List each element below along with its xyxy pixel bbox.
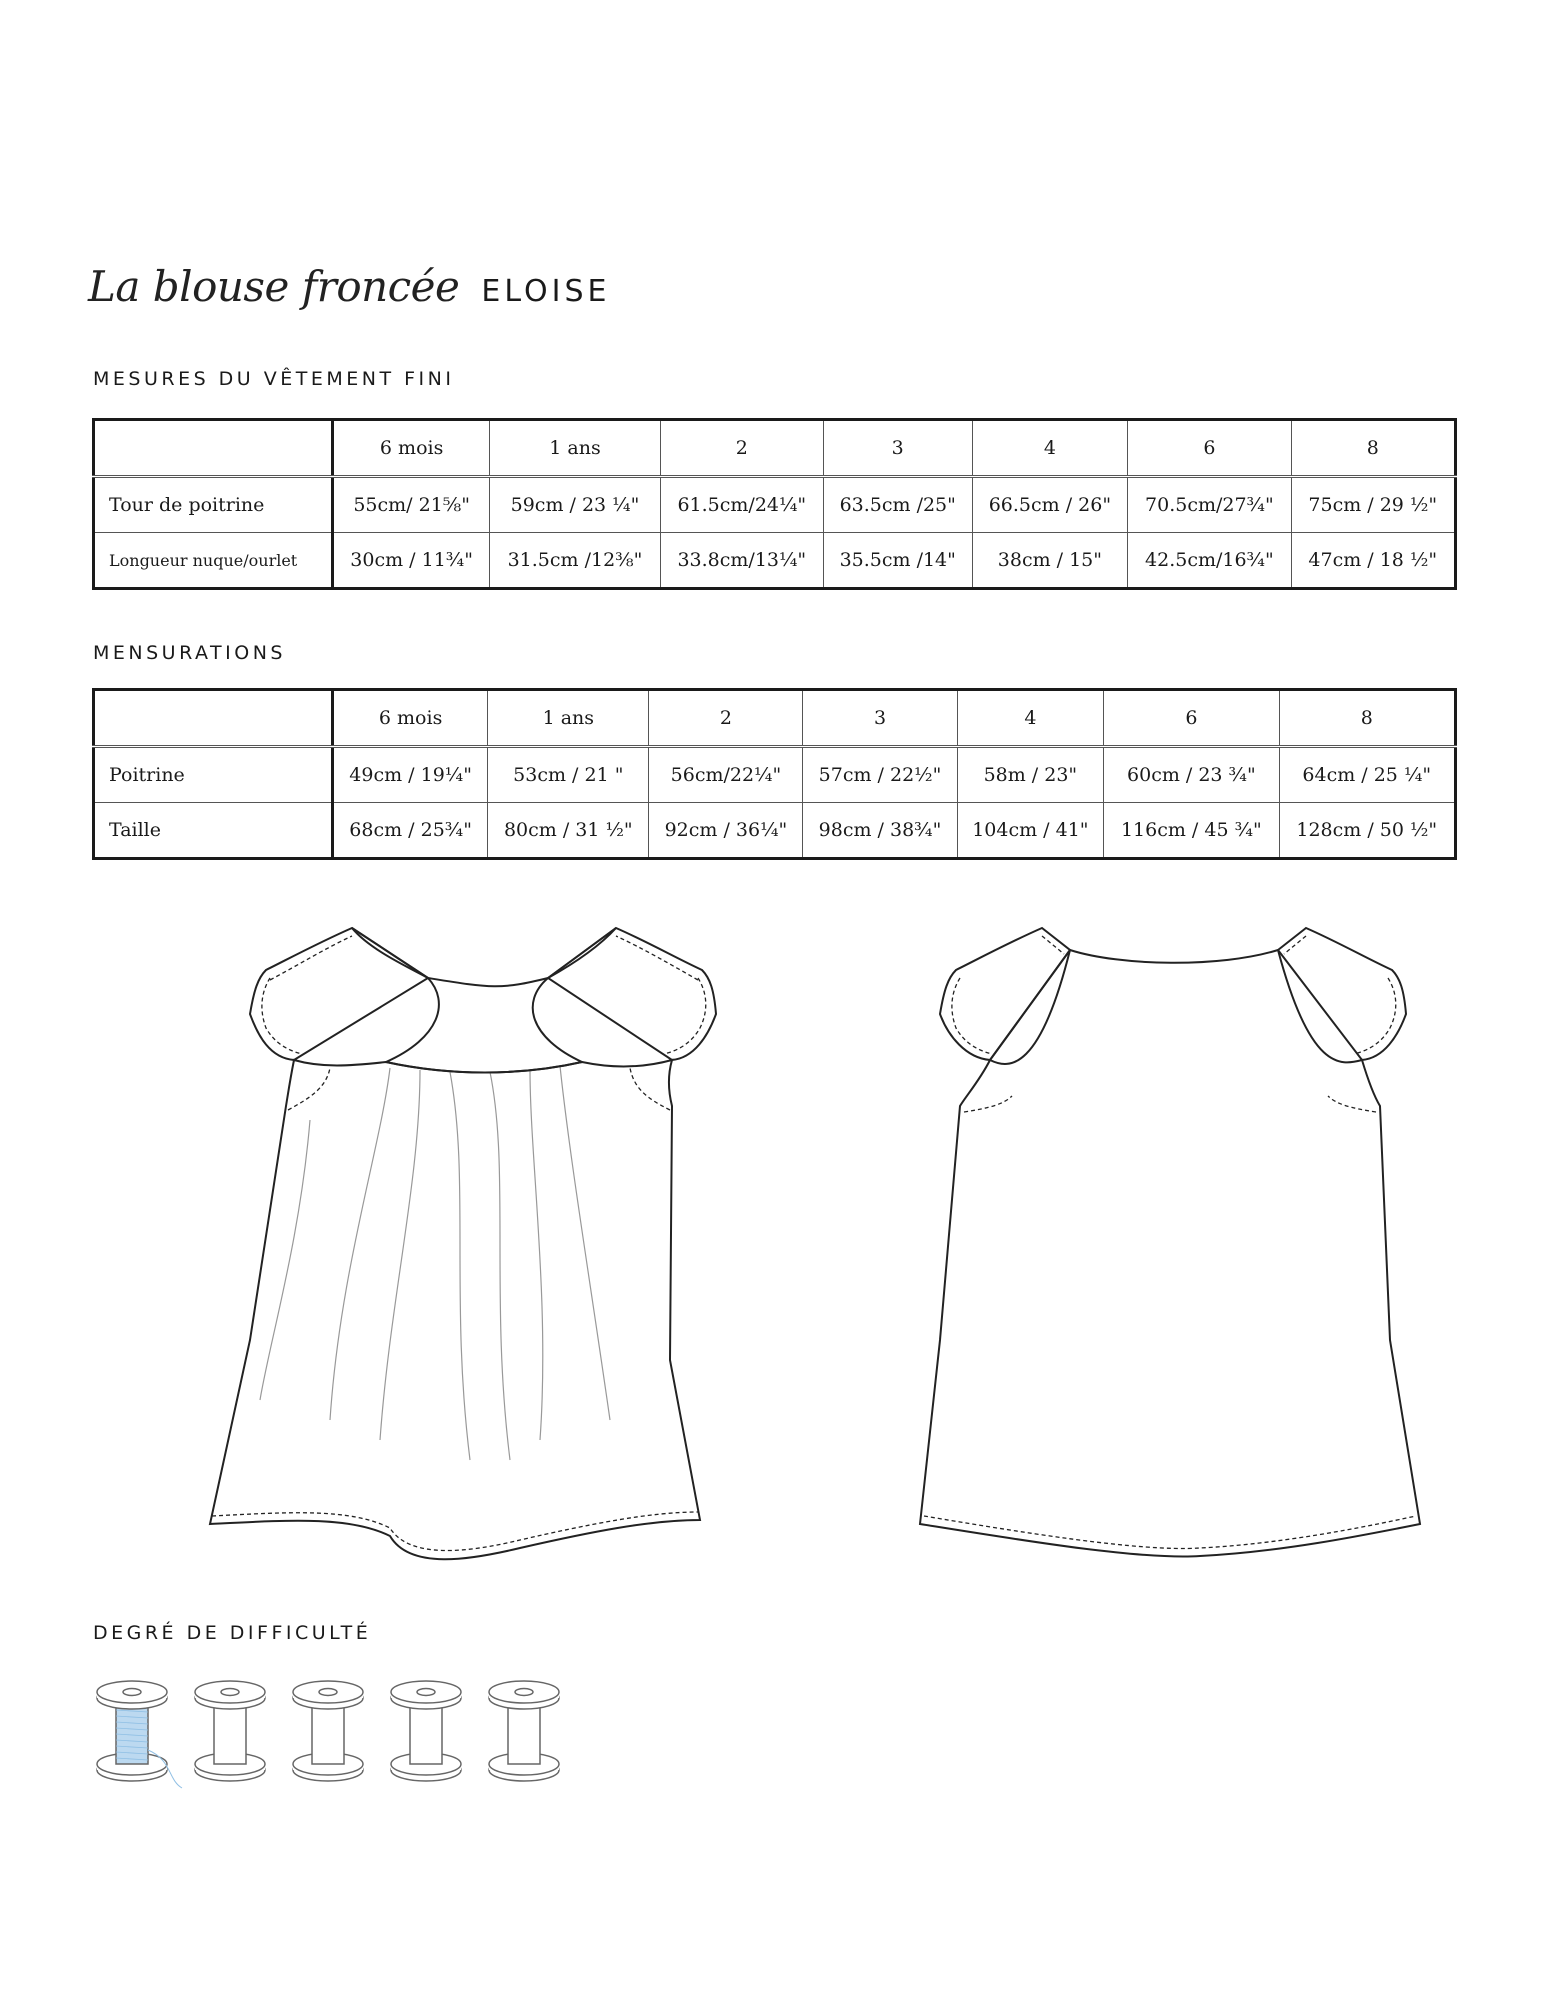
front-right-sleeve <box>548 928 716 1060</box>
back-right-sleeve <box>1278 928 1406 1060</box>
value-cell: 53cm / 21 " <box>488 747 649 803</box>
value-cell: 47cm / 18 ½" <box>1291 533 1456 589</box>
value-cell: 70.5cm/27¾" <box>1128 477 1291 533</box>
front-left-sleeve <box>250 928 428 1060</box>
value-cell: 66.5cm / 26" <box>972 477 1128 533</box>
size-header: 6 mois <box>333 420 490 477</box>
value-cell: 56cm/22¼" <box>649 747 803 803</box>
size-header: 2 <box>660 420 823 477</box>
table-row <box>94 533 1456 589</box>
title-script: La blouse froncée <box>88 262 460 311</box>
size-header: 6 <box>1104 690 1279 747</box>
value-cell: 31.5cm /12⅜" <box>490 533 660 589</box>
spool-icon-empty <box>391 1681 461 1781</box>
header-empty-cell <box>94 690 333 747</box>
title-name: ELOISE <box>481 274 611 309</box>
value-cell: 42.5cm/16¾" <box>1128 533 1291 589</box>
difficulty-rating <box>92 1680 592 1800</box>
size-header: 4 <box>957 690 1104 747</box>
value-cell: 55cm/ 21⅝" <box>333 477 490 533</box>
row-label: Longueur nuque/ourlet <box>94 533 333 589</box>
garment-flats <box>90 920 1470 1600</box>
size-header: 2 <box>649 690 803 747</box>
size-header: 6 <box>1128 420 1291 477</box>
row-label: Poitrine <box>94 747 333 803</box>
table-header-row <box>94 690 1456 747</box>
size-header: 8 <box>1291 420 1456 477</box>
value-cell: 30cm / 11¾" <box>333 533 490 589</box>
gather-lines <box>260 1066 610 1460</box>
spool-icon-filled <box>97 1681 182 1788</box>
value-cell: 68cm / 25¾" <box>333 803 488 859</box>
table-row <box>94 747 1456 803</box>
value-cell: 61.5cm/24¼" <box>660 477 823 533</box>
value-cell: 116cm / 45 ¾" <box>1104 803 1279 859</box>
size-header: 6 mois <box>333 690 488 747</box>
size-header: 1 ans <box>490 420 660 477</box>
value-cell: 60cm / 23 ¾" <box>1104 747 1279 803</box>
value-cell: 59cm / 23 ¼" <box>490 477 660 533</box>
finished-measurements-table <box>92 418 1457 590</box>
pattern-title <box>88 262 610 322</box>
spool-icon-empty <box>195 1681 265 1781</box>
size-header: 4 <box>972 420 1128 477</box>
size-header: 3 <box>823 420 972 477</box>
value-cell: 38cm / 15" <box>972 533 1128 589</box>
back-neckline <box>1070 950 1278 963</box>
value-cell: 35.5cm /14" <box>823 533 972 589</box>
value-cell: 75cm / 29 ½" <box>1291 477 1456 533</box>
table-header-row <box>94 420 1456 477</box>
size-header: 8 <box>1279 690 1456 747</box>
row-label: Tour de poitrine <box>94 477 333 533</box>
body-measurements-table <box>92 688 1457 860</box>
row-label: Taille <box>94 803 333 859</box>
difficulty-heading: DEGRÉ DE DIFFICULTÉ <box>93 1622 372 1644</box>
value-cell: 92cm / 36¼" <box>649 803 803 859</box>
size-header: 1 ans <box>488 690 649 747</box>
value-cell: 33.8cm/13¼" <box>660 533 823 589</box>
value-cell: 58m / 23" <box>957 747 1104 803</box>
front-view-flat <box>210 928 716 1559</box>
size-header: 3 <box>803 690 957 747</box>
front-body <box>210 1060 700 1559</box>
spool-icon-empty <box>489 1681 559 1781</box>
back-view-flat <box>920 928 1420 1557</box>
value-cell: 57cm / 22½" <box>803 747 957 803</box>
value-cell: 64cm / 25 ¼" <box>1279 747 1456 803</box>
value-cell: 49cm / 19¼" <box>333 747 488 803</box>
value-cell: 98cm / 38¾" <box>803 803 957 859</box>
value-cell: 128cm / 50 ½" <box>1279 803 1456 859</box>
table-row <box>94 477 1456 533</box>
spool-icon-empty <box>293 1681 363 1781</box>
body-measurements-heading: MENSURATIONS <box>93 642 286 664</box>
value-cell: 104cm / 41" <box>957 803 1104 859</box>
header-empty-cell <box>94 420 333 477</box>
finished-measurements-heading: MESURES DU VÊTEMENT FINI <box>93 368 455 390</box>
value-cell: 80cm / 31 ½" <box>488 803 649 859</box>
table-row <box>94 803 1456 859</box>
value-cell: 63.5cm /25" <box>823 477 972 533</box>
